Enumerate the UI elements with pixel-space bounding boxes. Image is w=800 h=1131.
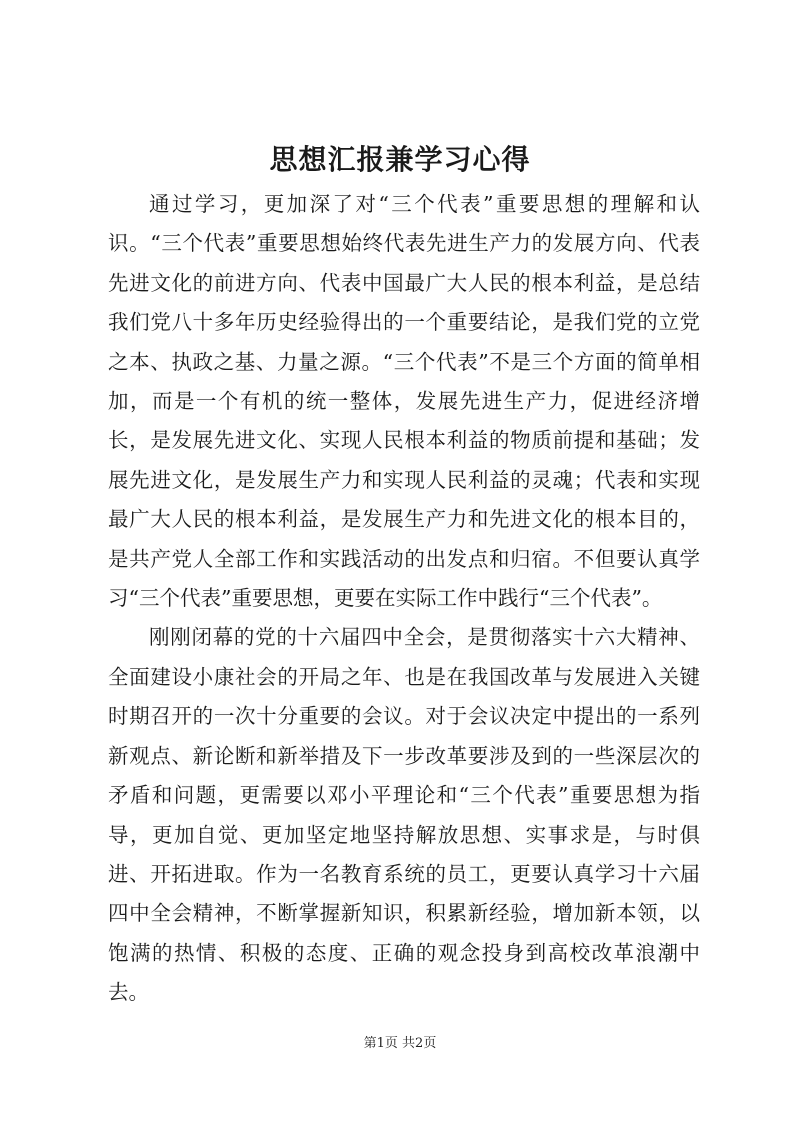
paragraph-1: 通过学习，更加深了对“三个代表”重要思想的理解和认识。“三个代表”重要思想始终代表先进生产力的发展方向、代表先进文化的前进方向、代表中国最广大人民的根本利益，是总结我们党八十多年历史经验得出的一个重要结论，是我们党的立党之本、执政之基、力量之源。“三个代表”不是三个方面的简单相加，而是一个有机的统一整体，发展先进生产力，促进经济增长，是发展先进文化、实现人民根本利益的物质前提和基础；发展先进文化，是发展生产力和实现人民利益的灵魂；代表和实现最广大人民的根本利益，是发展生产力和先进文化的根本目的，是共产党人全部工作和实践活动的出发点和归宿。不但要认真学习“三个代表”重要思想，更要在实际工作中践行“三个代表”。 [108,192,700,611]
document-title: 思想汇报兼学习心得 [269,143,531,176]
document-body [108,185,700,1013]
paragraph-2: 刚刚闭幕的党的十六届四中全会，是贯彻落实十六大精神、全面建设小康社会的开局之年、也是在我国改革与发展进入关键时期召开的一次十分重要的会议。对于会议决定中提出的一系列新观点、新论断和新举措及下一步改革要涉及到的一些深层次的矛盾和问题，更需要以邓小平理论和“三个代表”重要思想为指导，更加自觉、更加坚定地坚持解放思想、实事求是，与时俱进、开拓进取。作为一名教育系统的员工，更要认真学习十六届四中全会精神，不断掌握新知识，积累新经验，增加新本领，以饱满的热情、积极的态度、正确的观念投身到高校改革浪潮中去。 [108,625,700,1005]
page-footer: 第1页 共2页 [363,1036,437,1051]
